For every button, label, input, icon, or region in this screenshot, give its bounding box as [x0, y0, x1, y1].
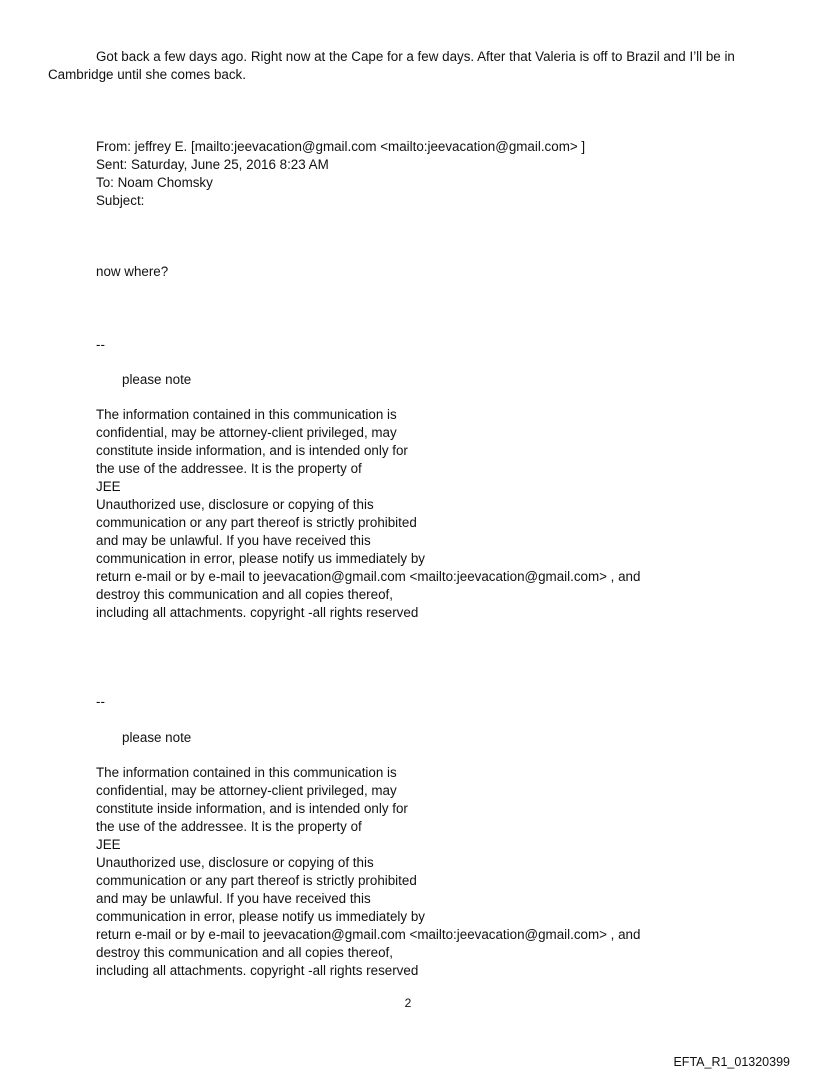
notice-line: confidential, may be attorney-client privileged, may — [96, 425, 397, 440]
notice-line: communication in error, please notify us immediately by — [96, 551, 425, 566]
notice-line: including all attachments. copyright -all rights reserved — [96, 605, 419, 620]
header-to: To: Noam Chomsky — [96, 175, 213, 190]
header-sent: Sent: Saturday, June 25, 2016 8:23 AM — [96, 157, 329, 172]
confidentiality-notice — [96, 764, 640, 980]
notice-line: constitute inside information, and is intended only for — [96, 443, 408, 458]
notice-line: communication or any part thereof is strictly prohibited — [96, 515, 417, 530]
notice-line: JEE — [96, 479, 121, 494]
notice-line: and may be unlawful. If you have received this — [96, 533, 371, 548]
email-header — [96, 138, 585, 210]
footer-note-heading: please note — [122, 372, 192, 387]
confidentiality-notice — [96, 406, 640, 622]
notice-line: constitute inside information, and is intended only for — [96, 801, 408, 816]
page-number: 2 — [404, 996, 412, 1010]
notice-line: communication or any part thereof is strictly prohibited — [96, 873, 417, 888]
notice-line: confidential, may be attorney-client privileged, may — [96, 783, 397, 798]
notice-line: destroy this communication and all copies thereof, — [96, 945, 393, 960]
document-id: EFTA_R1_01320399 — [673, 1055, 790, 1069]
notice-line: return e-mail or by e-mail to jeevacation@gmail.com <mailto:jeevacation@gmail.com> , and — [96, 927, 641, 942]
notice-line: the use of the addressee. It is the property of — [96, 819, 362, 834]
notice-line: Unauthorized use, disclosure or copying of this — [96, 855, 374, 870]
notice-line: The information contained in this communication is — [96, 765, 397, 780]
notice-line: Unauthorized use, disclosure or copying of this — [96, 497, 374, 512]
footer-separator: -- — [96, 694, 105, 709]
notice-line: destroy this communication and all copies thereof, — [96, 587, 393, 602]
notice-line: return e-mail or by e-mail to jeevacation@gmail.com <mailto:jeevacation@gmail.com> , and — [96, 569, 641, 584]
notice-line: communication in error, please notify us immediately by — [96, 909, 425, 924]
reply-line-2: Cambridge until she comes back. — [48, 67, 246, 82]
footer-separator: -- — [96, 337, 105, 352]
notice-line: The information contained in this communication is — [96, 407, 397, 422]
body-text: now where? — [96, 264, 169, 279]
notice-line: JEE — [96, 837, 121, 852]
header-from: From: jeffrey E. [mailto:jeevacation@gmail.com <mailto:jeevacation@gmail.com> ] — [96, 139, 586, 154]
notice-line: and may be unlawful. If you have received this — [96, 891, 371, 906]
notice-line: including all attachments. copyright -all rights reserved — [96, 963, 419, 978]
footer-note-heading: please note — [122, 730, 192, 745]
notice-line: the use of the addressee. It is the property of — [96, 461, 362, 476]
header-subject: Subject: — [96, 193, 145, 208]
reply-line-1: Got back a few days ago. Right now at the Cape for a few days. After that Valeria is off to Brazil and I’ll be in — [96, 49, 735, 64]
